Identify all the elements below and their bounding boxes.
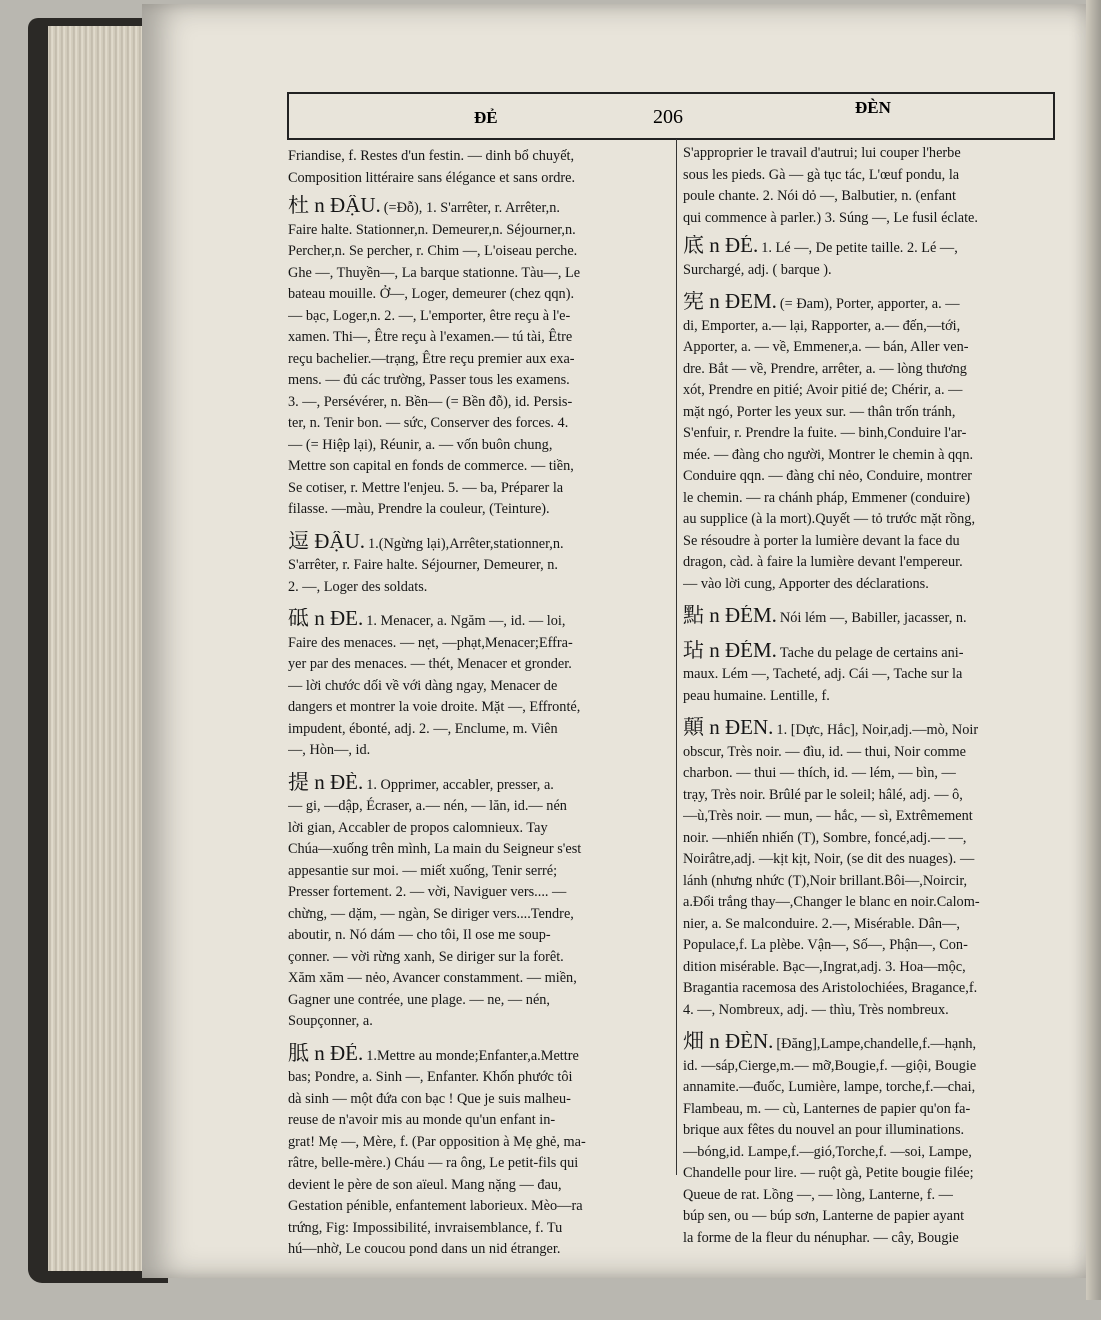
entry-text: di, Emporter, a.— lại, Rapporter, a.— đến,—tới, [683,317,961,334]
entry-text: dre. Bắt — về, Prendre, arrêter, a. — lòng thương [683,360,967,377]
dictionary-entry [288,772,668,1033]
entry-text: a.Đổi trắng thay—,Changer le blanc en noir.Calom- [683,894,980,910]
entry-line [288,740,668,762]
entry-line [288,195,668,220]
entry-line [288,633,668,655]
entry-line [683,763,1058,785]
entry-line [288,220,668,242]
entry-text: Soupçonner, a. [288,1013,373,1029]
entry-text: devient le père de son aïeul. Mang nặng — đau, [288,1176,562,1193]
entry-text: — bạc, Loger,n. 2. —, L'emporter, être reçu à l'e- [288,307,571,324]
entry-line [288,1067,668,1089]
entry-text: — gi, —dập, Écraser, a.— nén, — lăn, id.— nén [288,798,567,814]
dictionary-entry [683,143,1058,229]
entry-text: impudent, ébonté, adj. 2. —, Enclume, m. Viên [288,720,558,737]
entry-text: Se résoudre à porter la lumière devant la face du [683,532,960,549]
entry-text: reçu bachelier.—trạng, Être reçu premier aux exa- [288,350,575,367]
entry-line [683,1056,1058,1078]
entry-line [683,260,1058,282]
page-number: 206 [653,106,683,128]
dictionary-entry [288,531,668,599]
entry-line [288,719,668,741]
dictionary-entry [288,195,668,521]
entry-line [288,839,668,861]
entry-line [288,456,668,478]
entry-line [288,818,668,840]
entry-text: nier, a. Se malconduire. 2.—, Misérable. Dân—, [683,915,960,932]
entry-line [683,1099,1058,1121]
entry-text: lời gian, Accabler de propos calomnieux. Tay [288,819,548,836]
entry-text: 1. [Dực, Hắc], Noir,adj.—mò, Noir [776,722,979,738]
entry-line [683,359,1058,381]
entry-line [288,1196,668,1218]
entry-text: Flambeau, m. — cù, Lanternes de papier qu'on fa- [683,1100,971,1117]
entry-line [683,871,1058,893]
entry-line [683,1206,1058,1228]
entry-line [288,796,668,818]
entry-line [288,349,668,371]
entry-line [288,1043,668,1068]
header-left-word: ĐẺ [474,108,498,127]
entry-text: brique aux fêtes du nouvel an pour illuminations. [683,1122,965,1138]
entry-text: (=Đỗ), 1. S'arrêter, r. Arrêter,n. [383,200,560,216]
entry-line [288,882,668,904]
entry-text: peau humaine. Lentille, f. [683,687,830,704]
entry-text: Queue de rat. Lồng —, — lòng, Lanterne, f. — [683,1186,953,1203]
right-column [683,143,1058,1259]
entry-text: 1.(Ngừng lại),Arrêter,stationner,n. [368,535,564,552]
entry-text: charbon. — thui — thích, id. — lém, — bìn, — [683,765,956,781]
entry-line [683,165,1058,187]
entry-text: 4. —, Nombreux, adj. — thìu, Très nombreux. [683,1001,949,1018]
entry-line [288,1218,668,1240]
entry-line [288,146,668,168]
entry-line [683,1163,1058,1185]
entry-line [683,849,1058,871]
entry-line [288,241,668,263]
entry-headword: 提 n ĐÈ. [288,771,364,794]
entry-text: Conduire qqn. — đàng chỉ nẻo, Conduire, montrer [683,468,973,484]
entry-text: obscur, Très noir. — đìu, id. — thui, Noir comme [683,743,966,760]
entry-line [683,531,1058,553]
entry-line [683,1185,1058,1207]
entry-line [288,284,668,306]
entry-text: S'approprier le travail d'autrui; lui couper l'herbe [683,145,961,161]
entry-line [683,208,1058,230]
entry-line [288,478,668,500]
entry-line [683,466,1058,488]
entry-text: çonner. — vời rừng xanh, Se diriger sur la forêt. [288,948,564,965]
entry-line [288,1132,668,1154]
entry-line [288,263,668,285]
entry-line [288,904,668,926]
entry-text: dragon, càd. à faire la lumière devant l'empereur. [683,554,963,570]
entry-line [288,370,668,392]
entry-line [683,1031,1058,1056]
entry-text: mens. — đủ các trường, Passer tous les examens. [288,372,570,388]
entry-text: Mettre son capital en fonds de commerce. — tiền, [288,458,574,474]
entry-line [683,235,1058,260]
entry-text: le chemin. — ra chánh pháp, Emmener (conduire) [683,489,971,506]
entry-text: Ghe —, Thuyền—, La barque stationne. Tàu—, Le [288,264,581,281]
entry-text: 2. —, Loger des soldats. [288,578,428,595]
entry-headword: 胝 n ĐẺ. [288,1042,364,1065]
entry-line [683,640,1058,665]
entry-line [683,664,1058,686]
entry-line [683,380,1058,402]
entry-text: noir. —nhiến nhiến (T), Sombre, foncé,adj.— —, [683,829,967,846]
entry-text: râtre, belle-mère.) Cháu — ra ông, Le petit-fils qui [288,1155,579,1171]
entry-text: S'enfuir, r. Prendre la fuite. — binh,Conduire l'ar- [683,425,967,441]
entry-line [288,168,668,190]
entry-text: lánh (nhưng nhức (T),Noir brillant.Bôi—,Noircir, [683,872,968,889]
entry-line [683,1077,1058,1099]
dictionary-entry [288,1043,668,1261]
dictionary-entry [683,1031,1058,1249]
entry-line [288,1089,668,1111]
entry-headword: 杜 n ĐẬU. [288,195,381,217]
entry-line [683,143,1058,165]
entry-headword: 逗 ĐẬU. [288,530,365,553]
entry-line [683,1000,1058,1022]
entry-text: dangers et montrer la voie droite. Mặt —, Effronté, [288,699,581,715]
entry-line [288,1011,668,1033]
entry-line [288,435,668,457]
entry-text: grat! Mẹ —, Mère, f. (Par opposition à Mẹ ghẻ, ma- [288,1133,586,1150]
entry-text: 1.Mettre au monde;Enfanter,a.Mettre [366,1047,579,1064]
entry-text: Faire halte. Stationner,n. Demeurer,n. Séjourner,n. [288,221,576,238]
entry-text: la forme de la fleur du nénuphar. — cây, Bougie [683,1229,959,1246]
entry-text: xamen. Thi—, Être reçu à l'examen.— tú tài, Être [288,329,573,345]
entry-line [288,1153,668,1175]
entry-text: au supplice (à la mort).Quyết — tỏ trước mặt rồng, [683,511,976,527]
entry-line [288,577,668,599]
entry-text: chừng, — dặm, — ngàn, Se diriger vers....Tendre, [288,905,574,922]
entry-line [683,316,1058,338]
entry-line [288,1239,668,1261]
entry-text: dà sinh — một đứa con bạc ! Que je suis malheu- [288,1090,571,1107]
entry-headword: 底 n ĐÉ. [683,235,759,257]
entry-text: — lời chước dối về với dàng ngay, Menacer de [288,677,558,694]
entry-line [288,306,668,328]
entry-text: — vào lời cung, Apporter des déclarations. [683,575,929,592]
entry-text: Chúa—xuống trên mình, La main du Seigneur s'est [288,841,582,857]
entry-text: hú—nhờ, Le coucou pond dans un nid étranger. [288,1241,561,1257]
entry-line [288,947,668,969]
entry-text: Xăm xăm — nẻo, Avancer constamment. — miền, [288,970,577,986]
entry-text: Tache du pelage de certains ani- [779,644,964,661]
entry-line [683,935,1058,957]
header-right-word: ĐÈN [855,98,891,117]
entry-text: qui commence à parler.) 3. Súng —, Le fusil éclate. [683,209,978,226]
entry-text: 1. Lé —, De petite taille. 2. Lé —, [761,240,958,256]
dictionary-entry [683,640,1058,708]
left-column [288,146,668,1271]
entry-text: Populace,f. La plèbe. Vận—, Số—, Phận—, Con- [683,937,968,953]
entry-text: Noirâtre,adj. —kịt kịt, Noir, (se dit des nuages). — [683,851,975,867]
entry-line [683,552,1058,574]
entry-line [683,509,1058,531]
entry-headword: 點 n ĐÉM. [683,605,777,627]
entry-line [683,402,1058,424]
entry-text: Gagner une contrée, une plage. — ne, — nén, [288,991,551,1008]
entry-line [683,892,1058,914]
entry-text: reuse de n'avoir mis au monde qu'un enfant in- [288,1112,556,1128]
entry-headword: 玷 n ĐÉM. [683,639,777,662]
entry-text: trạy, Très noir. Brûlé par le soleil; hâlé, adj. — ô, [683,786,963,803]
entry-text: id. —sáp,Cierge,m.— mỡ,Bougie,f. —giội, Bougie [683,1057,977,1074]
entry-text: Presser fortement. 2. — vời, Naviguer vers.... — [288,884,567,900]
entry-text: annamite.—đuốc, Lumière, lampe, torche,f.—chai, [683,1079,976,1095]
entry-line [288,555,668,577]
entry-text: Friandise, f. Restes d'un festin. — dinh bổ chuyết, [288,148,575,164]
entry-text: S'arrêter, r. Faire halte. Séjourner, Demeurer, n. [288,557,559,573]
entry-line [288,392,668,414]
entry-text: maux. Lém —, Tacheté, adj. Cái —, Tache sur la [683,666,963,682]
entry-text: yer par des menaces. — thét, Menacer et gronder. [288,656,572,672]
entry-line [683,574,1058,596]
dictionary-entry [288,608,668,762]
entry-text: Percher,n. Se percher, r. Chim —, L'oiseau perche. [288,243,578,259]
entry-line [288,413,668,435]
entry-text: Chandelle pour lire. — ruột gà, Petite bougie filée; [683,1165,974,1181]
entry-line [288,327,668,349]
entry-line [288,531,668,556]
entry-line [288,861,668,883]
entry-headword: 顛 n ĐEN. [683,717,774,739]
entry-text: bas; Pondre, a. Sinh —, Enfanter. Khốn phước tôi [288,1069,573,1085]
entry-text: filasse. —màu, Prendre la couleur, (Teinture). [288,501,550,517]
entry-text: —bóng,id. Lampe,f.—gió,Torche,f. —soi, Lampe, [683,1143,972,1160]
entry-text: Apporter, a. — về, Emmener,a. — bán, Aller ven- [683,339,969,355]
entry-line [288,1110,668,1132]
entry-line [683,445,1058,467]
entry-line [288,990,668,1012]
entry-text: bateau mouille. Ở—, Loger, demeurer (chez qqn). [288,286,575,302]
entry-line [288,654,668,676]
entry-headword: 畑 n ĐÈN. [683,1031,774,1053]
entry-headword: 宪 n ĐEM. [683,291,777,313]
column-divider [676,139,677,1175]
entry-text: búp sen, ou — búp sơn, Lanterne de papier ayant [683,1208,965,1224]
dictionary-entry [683,605,1058,630]
entry-text: ter, n. Tenir bon. — sức, Conserver des forces. 4. [288,415,569,431]
dictionary-entry [683,717,1058,1021]
entry-line [683,957,1058,979]
entry-line [683,337,1058,359]
entry-line [683,1120,1058,1142]
entry-text: poule chante. 2. Nói dỏ —, Balbutier, n. (enfant [683,188,956,204]
entry-text: —, Hòn—, id. [288,742,371,758]
entry-text: Composition littéraire sans élégance et sans ordre. [288,169,576,186]
entry-text: 1. Opprimer, accabler, presser, a. [366,776,554,793]
entry-text: mée. — đàng cho người, Montrer le chemin à qqn. [683,446,974,463]
entry-line [683,1228,1058,1250]
entry-line [683,806,1058,828]
entry-text: (= Đam), Porter, apporter, a. — [779,296,960,312]
entry-line [683,742,1058,764]
entry-text: xót, Prendre en pitié; Avoir pitié de; Chérir, a. — [683,382,963,398]
entry-text: Faire des menaces. — nẹt, —phạt,Menacer;Effra- [288,634,573,651]
dictionary-entry [683,291,1058,595]
entry-line [683,605,1058,630]
entry-line [683,978,1058,1000]
dictionary-entry [683,235,1058,281]
entry-line [683,686,1058,708]
entry-line [288,697,668,719]
entry-line [683,1142,1058,1164]
entry-text: 1. Menacer, a. Ngăm —, id. — loi, [366,613,566,629]
entry-text: —ù,Très noir. — mun, — hắc, — sì, Extrêmement [683,808,973,824]
entry-text: — (= Hiệp lại), Réunir, a. — vốn buôn chung, [288,436,553,453]
entry-text: dition misérable. Bạc—,Ingrat,adj. 3. Hoa—mộc, [683,958,966,975]
entry-line [288,608,668,633]
entry-line [683,914,1058,936]
entry-line [288,676,668,698]
entry-text: Nói lém —, Babiller, jacasser, n. [779,610,967,626]
entry-line [288,772,668,797]
entry-text: Gestation pénible, enfantement laborieux. Mèo—ra [288,1198,583,1214]
entry-line [683,291,1058,316]
entry-text: Surchargé, adj. ( barque ). [683,261,832,278]
entry-line [288,499,668,521]
dictionary-entry [288,146,668,189]
entry-line [288,968,668,990]
entry-text: [Đăng],Lampe,chandelle,f.—hạnh, [776,1036,977,1052]
running-header [287,92,1055,140]
page-edge [1086,0,1101,1300]
entry-text: appesantie sur moi. — miết xuống, Tenir serré; [288,862,558,879]
entry-text: aboutir, n. Nó dám — cho tôi, Il ose me soup- [288,927,551,943]
entry-text: sous les pieds. Gà — gà tục tác, L'œuf pondu, la [683,166,960,183]
entry-line [288,1175,668,1197]
entry-line [683,717,1058,742]
entry-text: 3. —, Persévérer, n. Bền— (= Bền đỗ), id. Persis- [288,393,573,410]
entry-line [683,785,1058,807]
entry-text: mặt ngó, Porter les yeux sur. — thân trốn tránh, [683,403,956,420]
entry-line [288,925,668,947]
entry-text: Se cotiser, r. Mettre l'enjeu. 5. — ba, Préparer la [288,479,564,496]
entry-line [683,488,1058,510]
entry-line [683,423,1058,445]
entry-line [683,186,1058,208]
entry-line [683,828,1058,850]
entry-text: Bragantia racemosa des Aristolochiées, Bragance,f. [683,980,978,996]
entry-headword: 砥 n ĐE. [288,608,364,630]
entry-text: trứng, Fig: Impossibilité, invraisemblance, f. Tu [288,1219,563,1236]
